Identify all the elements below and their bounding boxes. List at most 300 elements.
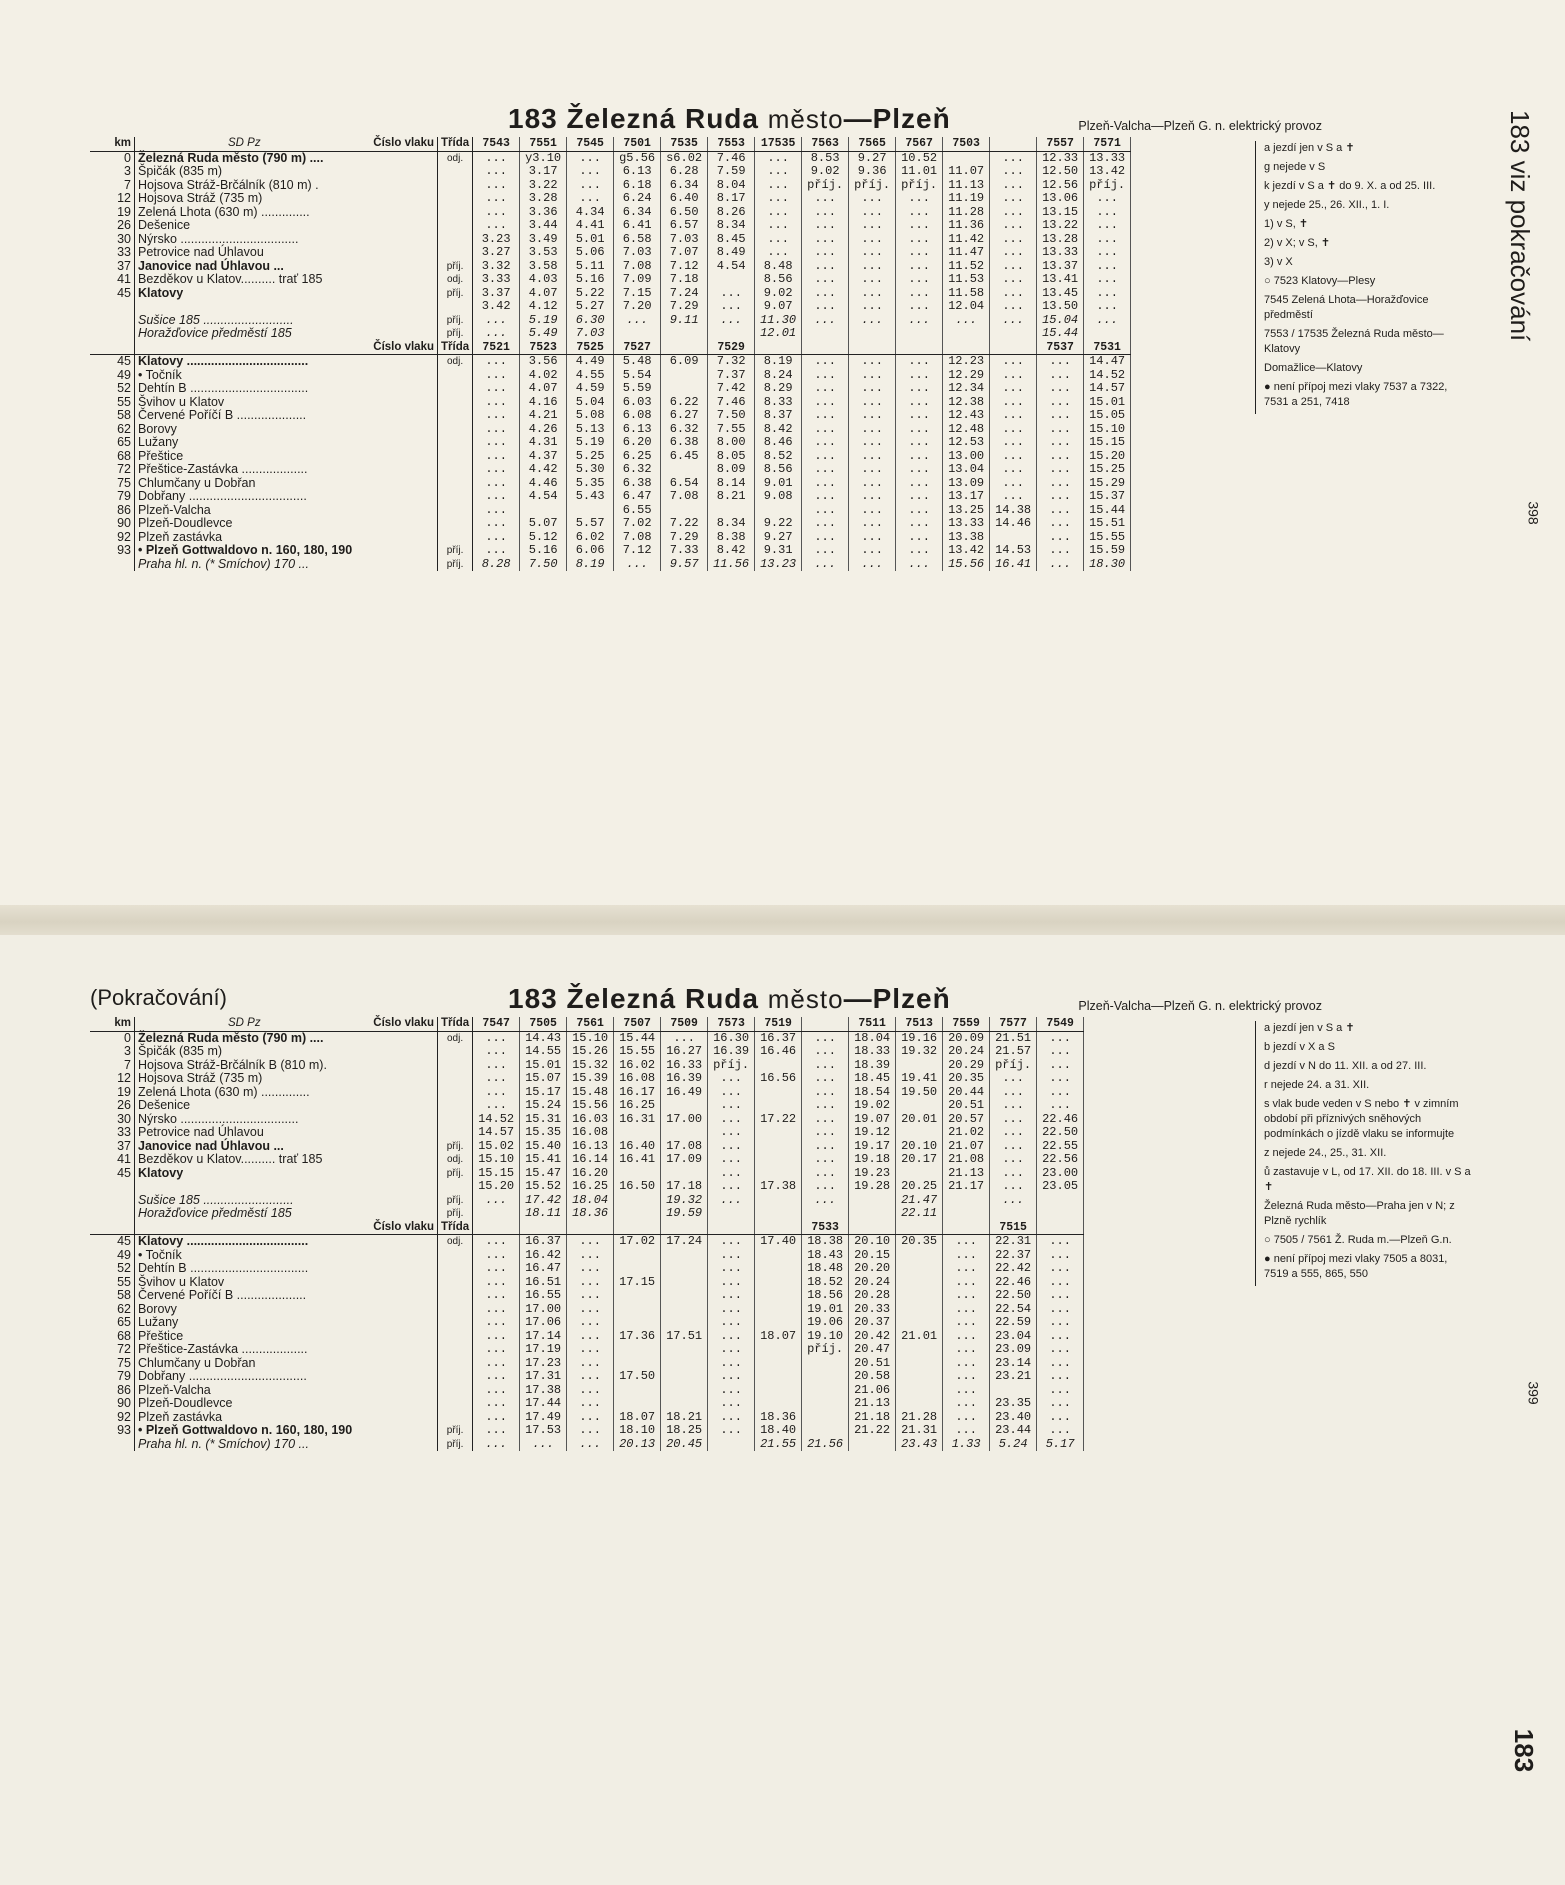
train-number	[473, 1221, 520, 1235]
arr-dep-mark	[438, 504, 473, 518]
time-cell: 8.09	[708, 463, 755, 477]
notes-column	[1255, 1021, 1474, 1286]
time-cell: ...	[567, 165, 614, 179]
table-row	[90, 382, 1131, 396]
station-name: Klatovy	[135, 1167, 438, 1181]
table-row	[90, 1276, 1084, 1290]
time-cell	[755, 1289, 802, 1303]
time-cell	[943, 327, 990, 341]
station-name: Plzeň-Doudlevce	[135, 517, 438, 531]
time-cell	[755, 1384, 802, 1398]
time-cell: 7.09	[614, 273, 661, 287]
time-cell: ...	[896, 273, 943, 287]
time-cell: 15.20	[473, 1180, 520, 1194]
time-cell: 21.08	[943, 1153, 990, 1167]
time-cell: 4.34	[567, 206, 614, 220]
time-cell	[896, 1357, 943, 1371]
train-number: 7537	[1037, 341, 1084, 355]
time-cell: s6.02	[661, 151, 708, 165]
time-cell: 18.33	[849, 1045, 896, 1059]
time-cell: 5.22	[567, 287, 614, 301]
title-mesto: město	[767, 104, 844, 134]
time-cell: 12.34	[943, 382, 990, 396]
time-cell: ...	[849, 396, 896, 410]
time-cell: 20.13	[614, 1438, 661, 1452]
time-cell: ...	[473, 1031, 520, 1045]
train-number-label: Číslo vlaku	[373, 137, 434, 149]
time-cell: 15.52	[520, 1180, 567, 1194]
time-cell: 4.59	[567, 382, 614, 396]
time-cell: ...	[708, 1180, 755, 1194]
time-cell: ...	[1037, 558, 1084, 572]
time-cell: ...	[1037, 1411, 1084, 1425]
km-cell: 19	[90, 1086, 135, 1100]
time-cell: 3.22	[520, 179, 567, 193]
time-cell: 12.43	[943, 409, 990, 423]
time-cell: ...	[473, 1059, 520, 1073]
time-cell: 3.27	[473, 246, 520, 260]
footnote: 7553 / 17535 Železná Ruda město—Klatovy	[1264, 328, 1444, 355]
time-cell: ...	[943, 1249, 990, 1263]
time-cell: 16.17	[614, 1086, 661, 1100]
time-cell: ...	[473, 409, 520, 423]
table-row	[90, 1072, 1084, 1086]
time-cell: ...	[896, 490, 943, 504]
time-cell: ...	[1037, 1303, 1084, 1317]
table-row	[90, 1167, 1084, 1181]
time-cell: 7.37	[708, 369, 755, 383]
time-cell: 14.52	[473, 1113, 520, 1127]
time-cell: ...	[1037, 450, 1084, 464]
time-cell: příj.	[990, 1059, 1037, 1073]
time-cell: ...	[943, 1343, 990, 1357]
time-cell: 16.42	[520, 1249, 567, 1263]
time-cell: 18.30	[1084, 558, 1131, 572]
time-cell: ...	[1037, 1086, 1084, 1100]
time-cell: ...	[849, 504, 896, 518]
station-name: Červené Poříčí B ....................	[135, 1289, 438, 1303]
arr-dep-mark: příj.	[438, 1438, 473, 1452]
time-cell: ...	[849, 300, 896, 314]
time-cell: ...	[1084, 192, 1131, 206]
table-row	[90, 355, 1131, 369]
time-cell: 8.56	[755, 273, 802, 287]
sdpz-label: SD Pz	[228, 137, 261, 149]
time-cell	[755, 1153, 802, 1167]
time-cell: ...	[473, 423, 520, 437]
table-row	[90, 531, 1131, 545]
time-cell: 7.12	[661, 260, 708, 274]
time-cell: ...	[614, 314, 661, 328]
footnote: 7545 Zelená Lhota—Horažďovice předměstí	[1264, 294, 1429, 321]
train-number: 7543	[473, 137, 520, 151]
km-cell: 0	[90, 1031, 135, 1045]
time-cell: ...	[990, 179, 1037, 193]
station-name: • Plzeň Gottwaldovo n. 160, 180, 190	[135, 544, 438, 558]
station-name: Plzeň-Valcha	[135, 504, 438, 518]
arr-dep-mark	[438, 165, 473, 179]
arr-dep-mark: odj.	[438, 1235, 473, 1249]
time-cell: 8.28	[473, 558, 520, 572]
time-cell: 15.35	[520, 1126, 567, 1140]
station-name: Hojsova Stráž (735 m)	[135, 192, 438, 206]
time-cell: 15.55	[614, 1045, 661, 1059]
time-cell: ...	[708, 1126, 755, 1140]
time-cell: 7.12	[614, 544, 661, 558]
arr-dep-mark	[438, 396, 473, 410]
time-cell	[708, 273, 755, 287]
time-cell: 15.07	[520, 1072, 567, 1086]
km-cell: 45	[90, 355, 135, 369]
train-number	[849, 1221, 896, 1235]
time-cell: 7.02	[614, 517, 661, 531]
km-cell: 41	[90, 1153, 135, 1167]
station-name: Železná Ruda město (790 m) ....	[135, 1031, 438, 1045]
time-cell: ...	[896, 233, 943, 247]
time-cell	[943, 151, 990, 165]
continuation-label: (Pokračování)	[90, 985, 227, 1010]
train-number: 7505	[520, 1017, 567, 1031]
time-cell: 12.33	[1037, 151, 1084, 165]
time-cell: 16.56	[755, 1072, 802, 1086]
time-cell: 22.50	[1037, 1126, 1084, 1140]
time-cell: 6.38	[661, 436, 708, 450]
page-title: 183 Železná Ruda město—Plzeň	[508, 103, 951, 134]
train-number: 7525	[567, 341, 614, 355]
time-cell: ...	[990, 1099, 1037, 1113]
time-cell: 22.46	[1037, 1113, 1084, 1127]
time-cell: 6.25	[614, 450, 661, 464]
time-cell: 17.00	[661, 1113, 708, 1127]
time-cell: 8.56	[755, 463, 802, 477]
time-cell: 6.45	[661, 450, 708, 464]
time-cell: ...	[755, 219, 802, 233]
time-cell: ...	[990, 206, 1037, 220]
time-cell: ...	[708, 1303, 755, 1317]
time-cell: 3.56	[520, 355, 567, 369]
time-cell: 20.45	[661, 1438, 708, 1452]
arr-dep-mark	[438, 463, 473, 477]
time-cell	[802, 1207, 849, 1221]
time-cell: ...	[708, 1140, 755, 1154]
train-number: 7529	[708, 341, 755, 355]
time-cell: ...	[849, 219, 896, 233]
time-cell	[661, 1343, 708, 1357]
time-cell: 16.25	[614, 1099, 661, 1113]
time-cell: 22.59	[990, 1316, 1037, 1330]
time-cell: 19.50	[896, 1086, 943, 1100]
time-cell: 18.07	[755, 1330, 802, 1344]
time-cell: ...	[473, 1343, 520, 1357]
time-cell: 20.28	[849, 1289, 896, 1303]
time-cell: 4.42	[520, 463, 567, 477]
time-cell: 7.46	[708, 396, 755, 410]
time-cell: ...	[1037, 1249, 1084, 1263]
time-cell	[755, 1086, 802, 1100]
time-cell: 12.23	[943, 355, 990, 369]
timetable-table	[90, 1017, 1084, 1451]
time-cell: ...	[1037, 1031, 1084, 1045]
station-name: Zelená Lhota (630 m) ..............	[135, 206, 438, 220]
time-cell	[755, 1126, 802, 1140]
time-cell: 17.19	[520, 1343, 567, 1357]
time-cell: 11.36	[943, 219, 990, 233]
station-name: Janovice nad Úhlavou ...	[135, 260, 438, 274]
train-number: 7577	[990, 1017, 1037, 1031]
time-cell: 6.34	[661, 179, 708, 193]
time-cell: ...	[896, 355, 943, 369]
arr-dep-mark: příj.	[438, 314, 473, 328]
time-cell: ...	[473, 355, 520, 369]
time-cell	[661, 1316, 708, 1330]
time-cell: ...	[943, 1384, 990, 1398]
time-cell: 23.35	[990, 1397, 1037, 1411]
time-cell: 20.35	[943, 1072, 990, 1086]
time-cell: 5.13	[567, 423, 614, 437]
time-cell: 18.25	[661, 1424, 708, 1438]
time-cell: ...	[896, 504, 943, 518]
km-cell: 58	[90, 1289, 135, 1303]
time-cell: ...	[473, 450, 520, 464]
time-cell: 7.29	[661, 531, 708, 545]
time-cell: 16.37	[520, 1235, 567, 1249]
time-cell: ...	[849, 558, 896, 572]
time-cell: ...	[802, 206, 849, 220]
class-header: Třída	[438, 1017, 473, 1031]
train-number	[990, 137, 1037, 151]
km-cell: 55	[90, 1276, 135, 1290]
time-cell: 14.55	[520, 1045, 567, 1059]
km-cell: 12	[90, 1072, 135, 1086]
footnote: ○ 7523 Klatovy—Plesy	[1264, 275, 1376, 287]
time-cell	[614, 327, 661, 341]
station-name: Špičák (835 m)	[135, 1045, 438, 1059]
time-cell: 5.04	[567, 396, 614, 410]
arr-dep-mark: odj.	[438, 1031, 473, 1045]
arr-dep-mark: příj.	[438, 287, 473, 301]
time-cell: ...	[473, 1384, 520, 1398]
time-cell	[943, 1207, 990, 1221]
time-cell: ...	[473, 206, 520, 220]
table-row	[90, 504, 1131, 518]
km-cell	[90, 300, 135, 314]
time-cell: ...	[990, 192, 1037, 206]
time-cell: ...	[1037, 1330, 1084, 1344]
time-cell: ...	[567, 1370, 614, 1384]
time-cell: 19.10	[802, 1330, 849, 1344]
time-cell: ...	[473, 327, 520, 341]
time-cell: ...	[755, 151, 802, 165]
arr-dep-mark	[438, 517, 473, 531]
time-cell: 7.42	[708, 382, 755, 396]
time-cell: 21.13	[943, 1167, 990, 1181]
time-cell: ...	[849, 463, 896, 477]
time-cell: ...	[1037, 1424, 1084, 1438]
station-name: Praha hl. n. (* Smíchov) 170 ...	[135, 1438, 438, 1452]
time-cell: ...	[802, 544, 849, 558]
train-number	[896, 341, 943, 355]
arr-dep-mark	[438, 1262, 473, 1276]
time-cell: ...	[849, 544, 896, 558]
time-cell: 5.17	[1037, 1438, 1084, 1452]
table-row	[90, 1140, 1084, 1154]
time-cell: ...	[849, 531, 896, 545]
time-cell: 21.31	[896, 1424, 943, 1438]
arr-dep-mark	[438, 1303, 473, 1317]
time-cell: 6.32	[661, 423, 708, 437]
time-cell: 8.42	[755, 423, 802, 437]
time-cell: 21.55	[755, 1438, 802, 1452]
time-cell: 11.47	[943, 246, 990, 260]
train-number: 7501	[614, 137, 661, 151]
time-cell	[755, 1167, 802, 1181]
station-name: Dobřany ..................................	[135, 490, 438, 504]
time-cell: 7.03	[567, 327, 614, 341]
time-cell: 8.19	[567, 558, 614, 572]
time-cell: 17.14	[520, 1330, 567, 1344]
time-cell	[473, 1207, 520, 1221]
time-cell: ...	[849, 287, 896, 301]
time-cell: ...	[802, 260, 849, 274]
time-cell: 20.15	[849, 1249, 896, 1263]
time-cell: ...	[1084, 233, 1131, 247]
time-cell: ...	[567, 151, 614, 165]
time-cell: 14.57	[473, 1126, 520, 1140]
time-cell: ...	[990, 260, 1037, 274]
time-cell: ...	[943, 1303, 990, 1317]
station-name: Přeštice-Zastávka ...................	[135, 1343, 438, 1357]
time-cell: ...	[849, 450, 896, 464]
time-cell: 19.01	[802, 1303, 849, 1317]
km-cell: 58	[90, 409, 135, 423]
time-cell	[755, 504, 802, 518]
time-cell: 15.40	[520, 1140, 567, 1154]
time-cell: ...	[755, 246, 802, 260]
time-cell: ...	[802, 1045, 849, 1059]
time-cell: ...	[567, 1397, 614, 1411]
time-cell: ...	[1037, 1384, 1084, 1398]
time-cell: ...	[520, 1438, 567, 1452]
time-cell	[755, 1099, 802, 1113]
km-cell: 7	[90, 1059, 135, 1073]
time-cell: 14.46	[990, 517, 1037, 531]
time-cell: 12.01	[755, 327, 802, 341]
time-cell: 5.19	[520, 314, 567, 328]
table-row	[90, 477, 1131, 491]
time-cell: 15.01	[520, 1059, 567, 1073]
time-cell: 17.51	[661, 1330, 708, 1344]
arr-dep-mark	[438, 179, 473, 193]
station-name: • Točník	[135, 1249, 438, 1263]
footnote: z nejede 24., 25., 31. XII.	[1264, 1147, 1387, 1159]
time-cell: ...	[990, 382, 1037, 396]
time-cell: ...	[1037, 396, 1084, 410]
time-cell: ...	[943, 1289, 990, 1303]
time-cell: 17.00	[520, 1303, 567, 1317]
time-cell: 6.22	[661, 396, 708, 410]
time-cell: ...	[614, 558, 661, 572]
train-number	[990, 341, 1037, 355]
time-cell: 19.32	[661, 1194, 708, 1208]
km-cell: 12	[90, 192, 135, 206]
time-cell: 5.57	[567, 517, 614, 531]
time-cell: ...	[755, 179, 802, 193]
time-cell: ...	[802, 1086, 849, 1100]
time-cell: 22.50	[990, 1289, 1037, 1303]
time-cell	[802, 1357, 849, 1371]
station-name: Švihov u Klatov	[135, 1276, 438, 1290]
time-cell: 8.34	[708, 517, 755, 531]
time-cell: ...	[473, 1276, 520, 1290]
train-number	[567, 1221, 614, 1235]
train-number: 7535	[661, 137, 708, 151]
km-cell: 65	[90, 1316, 135, 1330]
train-number: 7561	[567, 1017, 614, 1031]
time-cell: ...	[990, 477, 1037, 491]
train-number	[708, 1221, 755, 1235]
time-cell: 6.54	[661, 477, 708, 491]
table-row	[90, 1113, 1084, 1127]
time-cell: 5.35	[567, 477, 614, 491]
footnote: d jezdí v N do 11. XII. a od 27. III.	[1264, 1060, 1427, 1072]
table-row	[90, 1316, 1084, 1330]
time-cell: ...	[567, 192, 614, 206]
arr-dep-mark: odj.	[438, 355, 473, 369]
time-cell: 17.36	[614, 1330, 661, 1344]
time-cell: 6.09	[661, 355, 708, 369]
time-cell: ...	[849, 423, 896, 437]
time-cell	[755, 1059, 802, 1073]
time-cell	[614, 1397, 661, 1411]
train-number: 7523	[520, 341, 567, 355]
table-row	[90, 1045, 1084, 1059]
time-cell	[849, 1438, 896, 1452]
table-row	[90, 1262, 1084, 1276]
time-cell: 15.17	[520, 1086, 567, 1100]
arr-dep-mark	[438, 436, 473, 450]
time-cell: ...	[708, 1262, 755, 1276]
time-cell: ...	[990, 423, 1037, 437]
train-number: 7503	[943, 137, 990, 151]
time-cell: 8.29	[755, 382, 802, 396]
table-row	[90, 544, 1131, 558]
station-name: Zelená Lhota (630 m) ..............	[135, 1086, 438, 1100]
arr-dep-mark	[438, 300, 473, 314]
time-cell: 19.32	[896, 1045, 943, 1059]
time-cell: ...	[896, 477, 943, 491]
arr-dep-mark	[438, 1397, 473, 1411]
time-cell: 6.20	[614, 436, 661, 450]
station-name: Nýrsko ..................................	[135, 1113, 438, 1127]
time-cell	[896, 1276, 943, 1290]
train-number	[943, 1221, 990, 1235]
time-cell	[614, 1262, 661, 1276]
train-number: 7559	[943, 1017, 990, 1031]
time-cell: ...	[802, 219, 849, 233]
time-cell: 16.02	[614, 1059, 661, 1073]
time-cell: 21.18	[849, 1411, 896, 1425]
time-cell: ...	[567, 1262, 614, 1276]
station-name: Bezděkov u Klatov.......... trať 185	[135, 273, 438, 287]
time-cell: ...	[990, 436, 1037, 450]
table-row	[90, 396, 1131, 410]
arr-dep-mark	[438, 1180, 473, 1194]
time-cell: ...	[1037, 382, 1084, 396]
time-cell: ...	[802, 246, 849, 260]
station-name: Švihov u Klatov	[135, 396, 438, 410]
km-cell: 45	[90, 1235, 135, 1249]
time-cell: 20.17	[896, 1153, 943, 1167]
